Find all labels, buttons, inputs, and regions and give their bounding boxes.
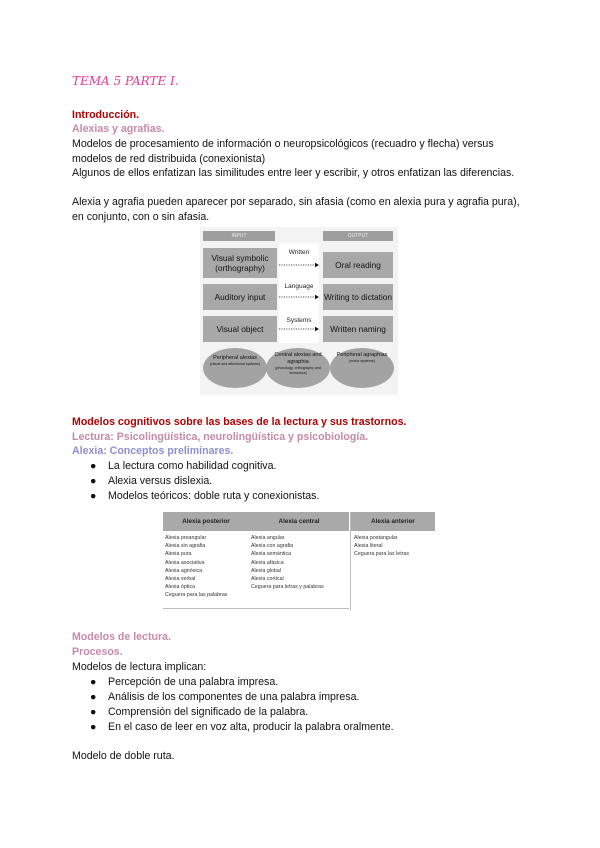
oval-peripheral-agraphias-title: Peripheral agraphias bbox=[336, 352, 388, 358]
paragraph-modelos: Modelos de procesamiento de información o neuropsicológicos (recuadro y flecha) versus modelos de red distribuida (conexionista) bbox=[72, 138, 494, 165]
reading-writing-diagram bbox=[200, 227, 398, 395]
input-auditory: Auditory input bbox=[203, 284, 277, 310]
bullet-list-alexia bbox=[90, 459, 319, 504]
table-cell: Alexia verbal bbox=[165, 576, 196, 583]
oval-peripheral-alexias-sub: (visual and attentional systems) bbox=[209, 362, 261, 366]
table-cell: Alexia óptica bbox=[165, 584, 196, 591]
heading-modelos-cognitivos: Modelos cognitivos sobre las bases de la lectura y sus trastornos. bbox=[72, 416, 407, 428]
list-item-text: Percepción de una palabra impresa. bbox=[108, 676, 279, 688]
list-item bbox=[90, 474, 319, 489]
bullet-icon: ● bbox=[90, 475, 97, 487]
table-column-posterior bbox=[165, 534, 249, 600]
list-item bbox=[90, 459, 319, 474]
subheading-procesos: Procesos. bbox=[72, 646, 123, 658]
middle-label-language: Language bbox=[284, 283, 314, 290]
document-title: TEMA 5 PARTE I. bbox=[72, 74, 179, 88]
table-cell: Alexia semántica bbox=[251, 551, 292, 558]
list-item-text: La lectura como habilidad cognitiva. bbox=[108, 460, 277, 472]
paragraph-similitudes: Algunos de ellos enfatizan las similitudes entre leer y escribir, y otros enfatizan las diferencias. bbox=[72, 167, 515, 179]
list-item-text: Alexia versus dislexia. bbox=[108, 475, 213, 487]
list-item bbox=[90, 720, 394, 735]
table-cell: Ceguera para letras y palabras bbox=[251, 584, 324, 591]
list-item bbox=[90, 489, 319, 504]
table-cell: Alexia angular bbox=[251, 535, 285, 541]
list-item bbox=[90, 690, 394, 705]
table-divider bbox=[350, 512, 351, 610]
list-item-text: Análisis de los componentes de una palabra impresa. bbox=[108, 691, 360, 703]
table-cell: Alexia postangular bbox=[354, 535, 398, 541]
list-item-text: Modelos teóricos: doble ruta y conexionistas. bbox=[108, 490, 320, 502]
middle-label-systems: Systems bbox=[286, 317, 312, 324]
bullet-icon: ● bbox=[90, 691, 97, 703]
bullet-icon: ● bbox=[90, 706, 97, 718]
table-cell: Alexia pura bbox=[165, 551, 192, 558]
output-writing-dictation: Writing to dictation bbox=[323, 284, 393, 310]
list-item bbox=[90, 675, 394, 690]
output-oral-reading: Oral reading bbox=[323, 252, 393, 278]
output-header: OUTPUT bbox=[323, 231, 393, 241]
table-cell: Alexia sin agrafia bbox=[165, 543, 206, 550]
table-cell: Ceguera para las letras bbox=[354, 551, 410, 558]
table-cell: Alexia literal bbox=[354, 543, 383, 550]
alexia-classification-table bbox=[163, 512, 435, 610]
paragraph-doble-ruta: Modelo de doble ruta. bbox=[72, 750, 175, 762]
subheading-lectura: Lectura: Psicolingüística, neurolingüística y psicobiología. bbox=[72, 431, 369, 443]
table-cell: Alexia agnósica bbox=[165, 567, 203, 574]
table-cell: Alexia asociativa bbox=[165, 559, 205, 566]
table-header-posterior: Alexia posterior bbox=[163, 512, 249, 531]
bullet-icon: ● bbox=[90, 676, 97, 688]
output-written-naming: Written naming bbox=[323, 316, 393, 342]
table-column-central bbox=[251, 534, 349, 591]
input-visual-object: Visual object bbox=[203, 316, 277, 342]
list-item bbox=[90, 705, 394, 720]
table-cell: Ceguera para las palabras bbox=[165, 592, 228, 599]
paragraph-alexia-agrafia: Alexia y agrafia pueden aparecer por separado, sin afasia (como en alexia pura y agrafia pura), en conjunto, con o sin afasia. bbox=[72, 196, 520, 223]
input-visual-symbolic: Visual symbolic (orthography) bbox=[203, 248, 277, 278]
table-bottom-rule bbox=[163, 608, 349, 609]
bullet-icon: ● bbox=[90, 721, 97, 733]
list-item-text: En el caso de leer en voz alta, producir la palabra oralmente. bbox=[108, 721, 394, 733]
paragraph-modelos-implican: Modelos de lectura implican: bbox=[72, 661, 207, 673]
table-header-anterior: Alexia anterior bbox=[351, 512, 435, 531]
table-cell: Alexia con agrafia bbox=[251, 543, 294, 550]
table-cell: Alexia global bbox=[251, 567, 282, 574]
oval-peripheral-alexias bbox=[203, 348, 267, 388]
bullet-icon: ● bbox=[90, 490, 97, 502]
oval-central-alexias bbox=[266, 348, 330, 388]
bullet-icon: ● bbox=[90, 460, 97, 472]
table-column-anterior bbox=[354, 534, 434, 559]
bullet-list-procesos bbox=[90, 675, 394, 735]
arrow-oral-reading bbox=[279, 262, 319, 268]
oval-peripheral-agraphias bbox=[330, 348, 394, 388]
heading-introduccion: Introducción. bbox=[72, 109, 140, 121]
subheading-alexias-agrafias: Alexias y agrafias. bbox=[72, 123, 165, 135]
heading-modelos-lectura: Modelos de lectura. bbox=[72, 631, 171, 643]
oval-central-alexias-sub: (phonology, orthography and semantics) bbox=[275, 366, 321, 375]
list-item-text: Comprensión del significado de la palabra. bbox=[108, 706, 309, 718]
subheading-alexia-conceptos: Alexia: Conceptos preliminares. bbox=[72, 445, 234, 457]
middle-label-written: Written bbox=[288, 249, 310, 256]
input-header: INPUT bbox=[203, 231, 275, 241]
table-header-central: Alexia central bbox=[249, 512, 349, 531]
oval-central-alexias-title: Central alexias and agraphia bbox=[274, 352, 322, 365]
arrow-writing-dictation bbox=[279, 294, 319, 300]
table-cell: Alexia preangular bbox=[165, 535, 207, 541]
oval-peripheral-agraphias-sub: (motor systems) bbox=[349, 359, 375, 363]
arrow-written-naming bbox=[279, 326, 319, 332]
oval-peripheral-alexias-title: Peripheral alexias bbox=[213, 355, 257, 361]
table-cell: Alexia cortical bbox=[251, 576, 284, 583]
table-cell: Alexia afásica bbox=[251, 559, 284, 566]
